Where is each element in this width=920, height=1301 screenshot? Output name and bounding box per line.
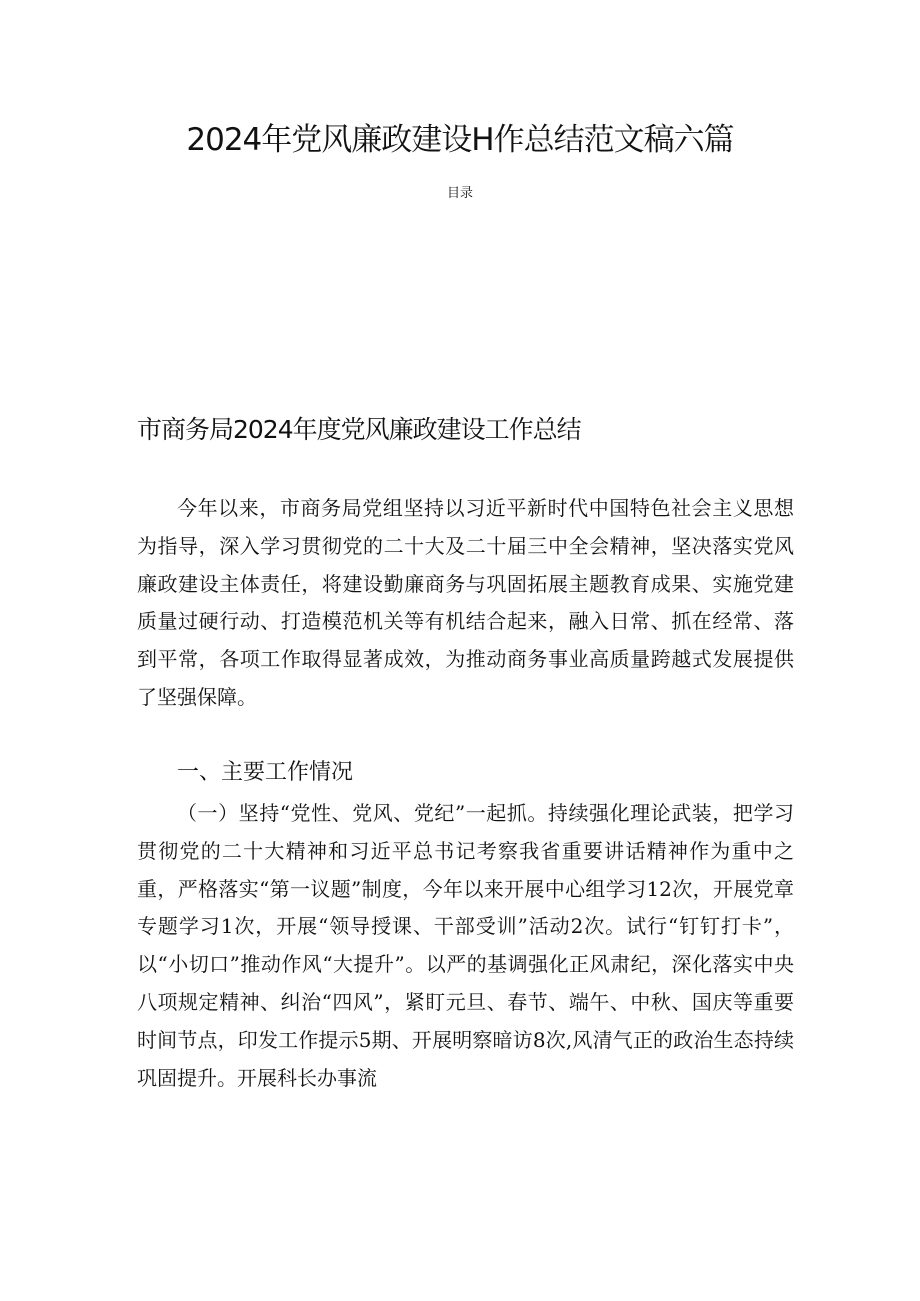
- document-title: 2024年党风廉政建设H作总结范文稿六篇: [186, 122, 734, 158]
- toc-label: 目录: [446, 186, 473, 201]
- heading-main-work: 一、主要工作情况: [177, 760, 354, 785]
- paragraph-item-1: （一）坚持“党性、党风、党纪”一起抓。持续强化理论武装，把学习贯彻党的二十大精神和习近平总书记考察我省重要讲话精神作为重中之重，严格落实“第一议题”制度，今年以来开展中心组学习12次，开展党章专题学习1次，开展“领导授课、干部受训”活动2次。试行“钉钉打卡”，以“小切口”推动作风“大提升”。以严的基调强化正风肃纪，深化落实中央八项规定精神、纠治“四风”，紧盯元旦、春节、端午、中秋、国庆等重要时间节点，印发工作提示5期、开展明察暗访8次,风清气正的政治生态持续巩固提升。开展科长办事流: [137, 801, 794, 1090]
- section-title: 市商务局2024年度党风廉政建设工作总结: [137, 415, 581, 444]
- paragraph-intro: 今年以来，市商务局党组坚持以习近平新时代中国特色社会主义思想为指导，深入学习贯彻党的二十大及二十届三中全会精神，坚决落实党风廉政建设主体责任，将建设勤廉商务与巩固拓展主题教育成果、实施党建质量过硬行动、打造模范机关等有机结合起来，融入日常、抓在经常、落到平常，各项工作取得显著成效，为推动商务事业高质量跨越式发展提供了坚强保障。: [137, 496, 794, 709]
